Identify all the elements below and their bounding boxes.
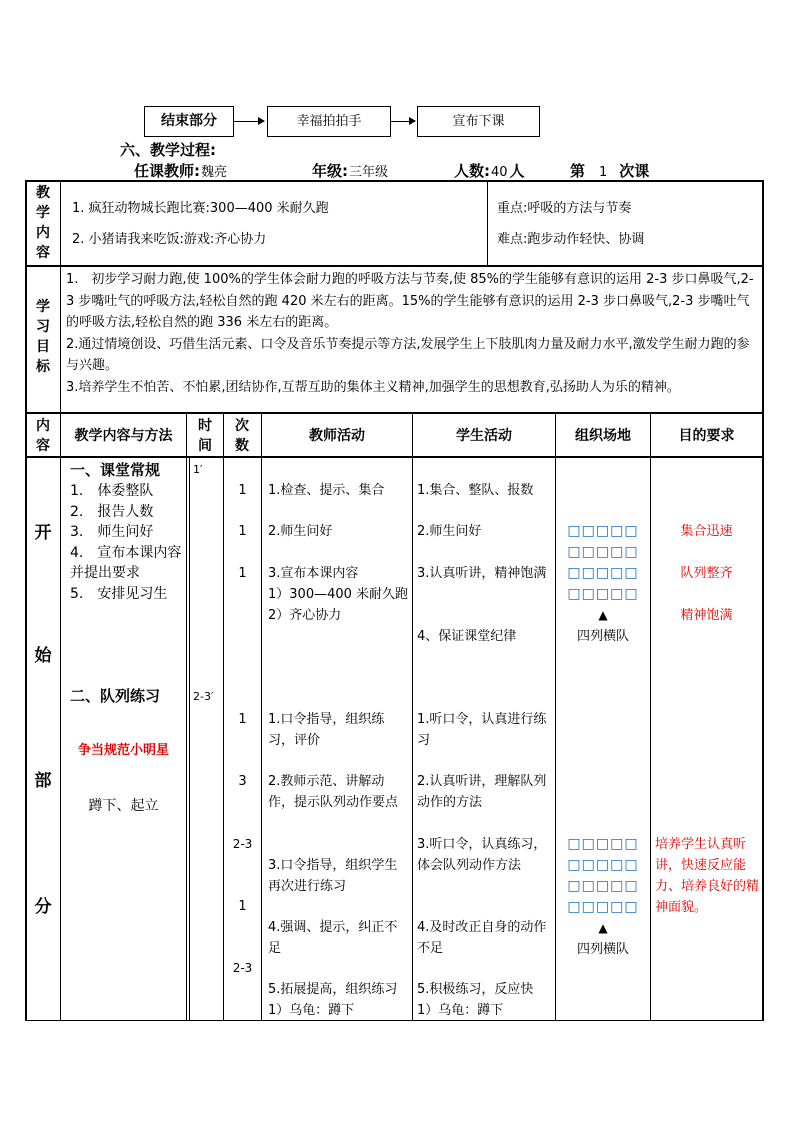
drill-student-5a: 1）乌龟：蹲下 bbox=[417, 1003, 504, 1018]
routine-item: 4. 宣布本课内容并提出要求 bbox=[70, 544, 182, 581]
lesson-suffix: 次课 bbox=[619, 162, 650, 180]
teacher-value: 魏亮 bbox=[201, 165, 228, 180]
formation-row: □□□□□ bbox=[567, 586, 639, 602]
formation-row: □□□□□ bbox=[567, 836, 639, 852]
col-divider-5 bbox=[412, 413, 413, 1021]
content-row-label: 教 学 内 容 bbox=[36, 185, 50, 261]
routine-teacher-3b: 2）齐心协力 bbox=[268, 608, 342, 623]
routine-student-3: 3.认真听讲，精神饱满 bbox=[417, 566, 547, 581]
grade-label: 年级: bbox=[312, 162, 348, 180]
routine-formation bbox=[558, 521, 648, 647]
header-time: 时 间 bbox=[198, 418, 212, 454]
drill-count-4: 1 bbox=[238, 899, 247, 914]
table-border-left bbox=[25, 180, 27, 1021]
row-divider-content bbox=[25, 265, 764, 267]
routine-item: 2. 报告人数 bbox=[70, 503, 154, 520]
lesson-number: 1 bbox=[599, 165, 608, 180]
routine-count-1: 1 bbox=[238, 483, 247, 498]
drill-teacher-5a: 1）乌龟：蹲下 bbox=[268, 1003, 355, 1018]
content-item-1: 1. 疯狂动物城长跑比赛:300—400 米耐久跑 bbox=[72, 201, 329, 216]
count-label: 人数: bbox=[454, 162, 490, 180]
formation-row: □□□□□ bbox=[567, 565, 639, 581]
routine-teacher-1: 1.检查、提示、集合 bbox=[268, 483, 385, 498]
routine-teacher-2: 2.师生问好 bbox=[268, 524, 333, 539]
drill-student-2: 2.认真听讲，理解队列动作的方法 bbox=[417, 774, 547, 810]
teacher-label: 任课教师: bbox=[134, 162, 200, 180]
routine-teacher-3a: 1）300—400 米耐久跑 bbox=[268, 587, 409, 602]
col-divider-2b bbox=[189, 457, 190, 1021]
routine-item: 3. 师生问好 bbox=[70, 524, 154, 540]
flow-box-clap: 幸福拍拍手 bbox=[267, 106, 391, 137]
drill-teacher-2: 2.教师示范、讲解动作，提示队列动作要点 bbox=[268, 774, 399, 810]
drill-action: 蹲下、起立 bbox=[88, 798, 159, 814]
formation-label: 四列横队 bbox=[576, 629, 629, 644]
count-value: 40 bbox=[491, 165, 508, 180]
learning-goals bbox=[66, 269, 756, 398]
routine-count-2: 1 bbox=[238, 524, 247, 539]
flow-box-end-section: 结束部分 bbox=[144, 106, 234, 137]
header-content: 内 容 bbox=[36, 418, 50, 454]
drill-teacher-5: 5.拓展提高，组织练习 bbox=[268, 982, 398, 997]
drill-count-2: 3 bbox=[238, 774, 247, 789]
header-field: 组织场地 bbox=[575, 428, 631, 444]
goal-2: 2.通过情境创设、巧借生活元素、口令及音乐节奏提示等方法,发展学生上下肢肌肉力量及耐力水平,激发学生耐力跑的参与兴趣。 bbox=[66, 336, 750, 373]
formation-row: □□□□□ bbox=[567, 544, 639, 560]
lesson-info bbox=[570, 160, 649, 181]
teacher-marker-icon: ▲ bbox=[598, 608, 608, 622]
routine-items bbox=[70, 481, 184, 604]
drill-student-3: 3.听口令，认真练习，体会队列动作方法 bbox=[417, 837, 547, 873]
routine-goal-1: 集合迅速 bbox=[680, 524, 733, 539]
header-goal: 目的要求 bbox=[678, 428, 735, 444]
goals-row-label: 学 习 目 标 bbox=[36, 299, 50, 375]
drill-count-1: 1 bbox=[238, 712, 247, 727]
section-label-start-4: 分 bbox=[34, 897, 52, 917]
header-count: 次 数 bbox=[235, 418, 249, 454]
drill-student-5: 5.积极练习，反应快 bbox=[417, 982, 534, 997]
goal-1: 1. 初步学习耐力跑,使 100%的学生体会耐力跑的呼吸方法与节奏,使 85%的学生能够有意识的运用 2-3 步口鼻吸气,2-3 步嘴吐气的呼吸方法,轻松自然的跑 420 米左右的距离。15%的学生能够有意识的运用 2-3 步口鼻吸气,2-3 步嘴吐气的呼吸方法,轻松自然的跑 336 米左右的距离。 bbox=[66, 272, 754, 330]
routine-goal-2: 队列整齐 bbox=[680, 566, 733, 581]
col-divider-4 bbox=[261, 413, 262, 1021]
drill-time: 2-3′ bbox=[193, 690, 214, 703]
header-methods: 教学内容与方法 bbox=[74, 428, 173, 444]
routine-student-4: 4、保证课堂纪律 bbox=[417, 629, 517, 644]
drill-student-4: 4.及时改正自身的动作不足 bbox=[417, 920, 547, 956]
drill-teacher-3: 3.口令指导，组织学生再次进行练习 bbox=[268, 858, 398, 894]
header-teacher: 教师活动 bbox=[309, 428, 365, 444]
teacher-marker-icon: ▲ bbox=[598, 921, 608, 935]
drill-goal: 培养学生认真听讲，快速反应能力、培养良好的精神面貌。 bbox=[655, 837, 760, 915]
routine-title: 一、课堂常规 bbox=[70, 461, 161, 479]
table-border-right bbox=[762, 180, 764, 1021]
formation-row: □□□□□ bbox=[567, 878, 639, 894]
flow-arrow-2 bbox=[390, 121, 414, 122]
routine-time: 1′ bbox=[193, 463, 203, 476]
formation-row: □□□□□ bbox=[567, 857, 639, 873]
drill-count-3: 2-3 bbox=[232, 837, 253, 851]
flow-box-dismiss: 宣布下课 bbox=[417, 106, 540, 137]
difficulty-point: 难点:跑步动作轻快、协调 bbox=[497, 232, 645, 247]
formation-row: □□□□□ bbox=[567, 523, 639, 539]
table-border-top bbox=[25, 180, 764, 182]
key-point: 重点:呼吸的方法与节奏 bbox=[497, 201, 632, 216]
drill-subtitle: 争当规范小明星 bbox=[77, 743, 169, 758]
flow-arrow-1 bbox=[233, 121, 263, 122]
drill-teacher-1: 1.口令指导，组织练习，评价 bbox=[268, 712, 385, 748]
routine-item: 1. 体委整队 bbox=[70, 483, 154, 499]
routine-goal-3: 精神饱满 bbox=[680, 608, 733, 623]
drill-count-5: 2-3 bbox=[232, 961, 253, 975]
lesson-prefix: 第 bbox=[570, 162, 586, 180]
grade-info bbox=[312, 160, 388, 181]
col-divider-2 bbox=[186, 413, 187, 1021]
content-item-2: 2. 小猪请我来吃饭:游戏:齐心协力 bbox=[72, 232, 267, 247]
drill-student-1: 1.听口令，认真进行练习 bbox=[417, 712, 547, 748]
section-label-start-1: 开 bbox=[34, 523, 52, 543]
routine-student-1: 1.集合、整队、报数 bbox=[417, 483, 534, 498]
routine-item: 5. 安排见习生 bbox=[70, 585, 168, 602]
drill-title: 二、队列练习 bbox=[70, 687, 161, 705]
formation-label: 四列横队 bbox=[576, 942, 629, 957]
grade-value: 三年级 bbox=[349, 165, 389, 180]
row-divider-header bbox=[25, 456, 764, 458]
col-divider-keypoints bbox=[487, 180, 488, 266]
row-divider-goals bbox=[25, 412, 764, 414]
table-border-bottom bbox=[25, 1020, 764, 1021]
count-info bbox=[454, 160, 525, 181]
formation-row: □□□□□ bbox=[567, 899, 639, 915]
section-heading: 六、教学过程: bbox=[120, 141, 216, 159]
drill-formation bbox=[558, 834, 648, 960]
routine-teacher-3: 3.宣布本课内容 bbox=[268, 566, 359, 581]
goal-3: 3.培养学生不怕苦、不怕累,团结协作,互帮互助的集体主义精神,加强学生的思想教育,弘扬助人为乐的精神。 bbox=[66, 379, 680, 395]
routine-count-3: 1 bbox=[238, 566, 247, 581]
routine-student-2: 2.师生问好 bbox=[417, 524, 482, 539]
teacher-info bbox=[134, 160, 227, 181]
col-divider-6 bbox=[555, 413, 556, 1021]
section-label-start-2: 始 bbox=[34, 646, 52, 666]
count-unit: 人 bbox=[509, 162, 525, 180]
col-divider-label bbox=[60, 180, 61, 1021]
section-label-start-3: 部 bbox=[34, 771, 52, 791]
drill-teacher-4: 4.强调、提示，纠正不足 bbox=[268, 920, 398, 956]
header-student: 学生活动 bbox=[456, 428, 512, 444]
col-divider-7 bbox=[650, 413, 651, 1021]
